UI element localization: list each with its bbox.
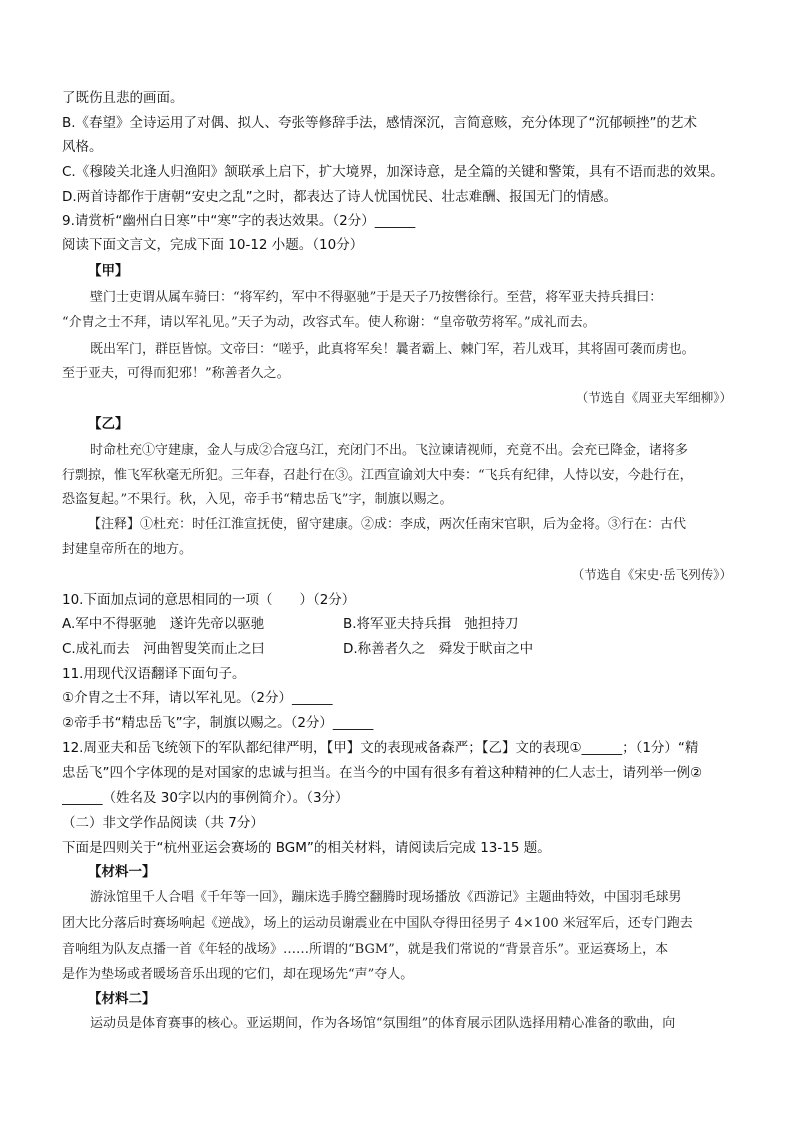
material-2-label: 【材料二】 [88,991,156,1007]
passage-yi-line: 时命杜充①守建康，金人与成②合寇乌江，充闭门不出。飞泣谏请视师，充竟不出。会充已降金，诸将多 [90,443,689,458]
q10-option-d: D.称善者久之 舜发于畎亩之中 [343,641,534,657]
q8-option-d: D.两首诗都作于唐朝“安史之乱”之时，都表达了诗人忧国忧民、壮志难酬、报国无门的情感。 [62,189,618,205]
passage-yi-line: 行剽掠，惟飞军秋毫无所犯。三年春，召赴行在③。江西宣谕刘大中奏：“飞兵有纪律，人恃以安，今赴行在， [62,468,693,483]
q12-line: 12.周亚夫和岳飞统领下的军队都纪律严明，【甲】文的表现戒备森严；【乙】文的表现①______；（1分）“精 [62,740,699,756]
section-2-heading: （二）非文学作品阅读（共 7分） [62,815,264,831]
passage-yi-label: 【乙】 [88,416,129,432]
passage-jia-line: 既出军门，群臣皆惊。文帝曰：“嗟乎，此真将军矣！曩者霸上、棘门军，若儿戏耳，其将固可袭而虏也。 [90,342,695,357]
material-1-line: 团大比分落后时赛场响起《逆战》，场上的运动员谢震业在中国队夺得田径男子 4×100 米冠军后，还专门跑去 [62,916,693,931]
q10-option-a: A.军中不得驱驰 遂许先帝以驱驰 [62,616,265,632]
passage-jia-source: （节选自《周亚夫军细柳》） [575,390,732,405]
material-1-line: 是作为垫场或者暖场音乐出现的它们，却在现场先“声”夺人。 [62,967,414,982]
q9-question: 9.请赏析“幽州白日寒”中“寒”字的表达效果。（2分）______ [62,213,416,229]
q11-sentence-1: ①介胄之士不拜，请以军礼见。（2分）______ [62,690,333,706]
classical-reading-intro: 阅读下面文言文，完成下面 10-12 小题。（10分） [62,237,364,253]
q10-option-c: C.成礼而去 河曲智叟笑而止之曰 [62,641,265,657]
q8-option-a-tail: 了既伤且悲的画面。 [62,90,184,106]
q8-option-b-line2: 风格。 [62,139,103,155]
passage-yi-note: 封建皇帝所在的地方。 [62,542,193,557]
q8-option-b-line1: B.《春望》全诗运用了对偶、拟人、夸张等修辞手法，感情深沉，言简意赅，充分体现了“沉郁顿挫”的艺术 [62,115,698,131]
passage-yi-note: 【注释】①杜充：时任江淮宣抚使，留守建康。②成：李成，两次任南宋官职，后为金将。③行在：古代 [88,517,687,532]
q11-stem: 11.用现代汉语翻译下面句子。 [62,666,246,682]
passage-jia-label: 【甲】 [88,263,129,279]
q12-line: ______（姓名及 30字以内的事例简介）。（3分） [62,790,349,806]
passage-jia-line: 至于亚夫，可得而犯邪！”称善者久之。 [62,366,290,381]
passage-yi-line: 恐盗复起。”不果行。秋，入见，帝手书“精忠岳飞”字，制旗以赐之。 [62,492,453,507]
material-1-line: 游泳馆里千人合唱《千年等一回》，蹦床选手腾空翻腾时现场播放《西游记》主题曲特效，中国羽毛球男 [90,890,682,905]
material-1-label: 【材料一】 [88,864,156,880]
passage-jia-line: 壁门士吏谓从属车骑曰：“将军约，军中不得驱驰”于是天子乃按辔徐行。至营，将军亚夫持兵揖曰： [90,290,663,305]
q8-option-c: C.《穆陵关北逢人归渔阳》颔联承上启下，扩大境界，加深诗意，是全篇的关键和警策，具有不语而悲的效果。 [62,164,724,180]
q12-line: 忠岳飞”四个字体现的是对国家的忠诚与担当。在当今的中国有很多有着这种精神的仁人志士，请列举一例② [62,765,703,781]
section-2-intro: 下面是四则关于“杭州亚运会赛场的 BGM”的相关材料，请阅读后完成 13-15 题。 [62,840,551,856]
passage-yi-source: （节选自《宋史·岳飞列传》） [571,567,732,582]
q11-sentence-2: ②帝手书“精忠岳飞”字，制旗以赐之。（2分）______ [62,715,374,731]
q10-option-b: B.将军亚夫持兵揖 弛担持刀 [343,616,519,632]
passage-jia-line: “介胄之士不拜，请以军礼见。”天子为动，改容式车。使人称谢：“皇帝敬劳将军。”成礼而去。 [62,315,596,330]
material-1-line: 音响组为队友点播一首《年轻的战场》……所谓的“BGM”，就是我们常说的“背景音乐”。亚运赛场上，本 [62,942,669,957]
q10-stem: 10.下面加点词的意思相同的一项（ ）（2分） [62,592,356,608]
material-2-line: 运动员是体育赛事的核心。亚运期间，作为各场馆“氛围组”的体育展示团队选择用精心准备的歌曲，向 [90,1016,676,1031]
